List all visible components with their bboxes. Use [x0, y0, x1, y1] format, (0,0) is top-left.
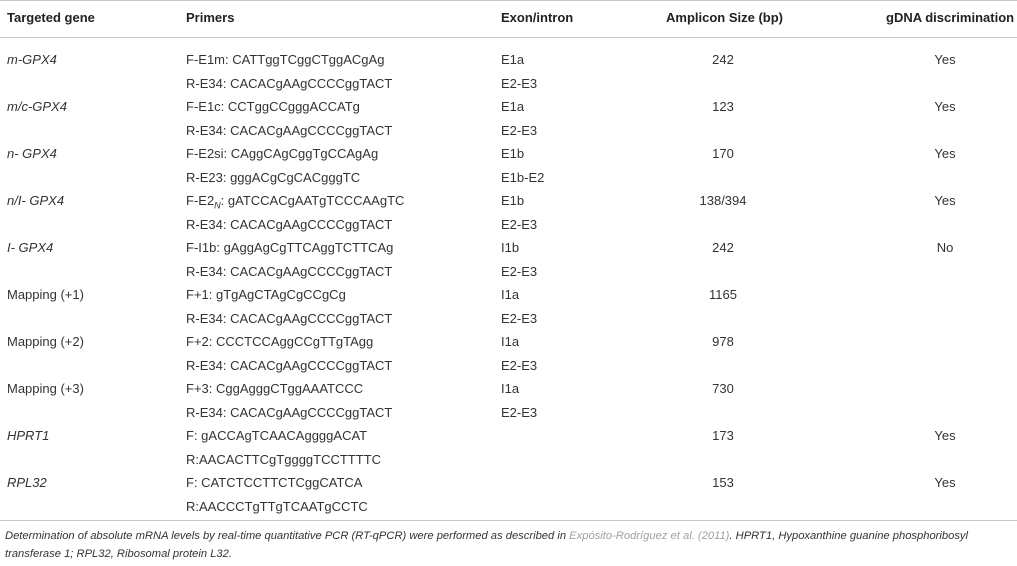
gdna-discrimination-cell: Yes — [934, 52, 956, 67]
table-row — [0, 283, 1017, 330]
table-row — [0, 424, 1017, 471]
exon-forward-cell: E1b — [501, 193, 525, 208]
forward-primer-cell: F-E1c: CCTggCCgggACCATg — [186, 99, 360, 114]
header-gdna-discrimination: gDNA discrimination — [886, 10, 1015, 25]
reverse-primer-cell: R:AACACTTCgTggggTCCTTTTC — [186, 452, 382, 467]
forward-primer-cell: F-I1b: gAggAgCgTTCAggTCTTCAg — [186, 240, 394, 255]
exon-reverse-cell: E2-E3 — [501, 264, 538, 279]
exon-forward-cell: E1a — [501, 99, 525, 114]
table-header — [0, 0, 1017, 38]
forward-primer-cell: F: CATCTCCTTCTCggCATCA — [186, 475, 363, 490]
exon-forward-cell: I1a — [501, 334, 520, 349]
forward-primer-cell — [186, 189, 404, 212]
targeted-gene-cell: m-GPX4 — [7, 52, 57, 67]
exon-forward-cell: E1b — [501, 146, 525, 161]
gdna-discrimination-cell — [890, 377, 1000, 400]
footnote-text-end: . HPRT1, Hypoxanthine guanine phosphoribosyl transferase 1; RPL32, Ribosomal protein L32. — [5, 530, 969, 560]
reverse-primer-cell: R-E34: CACACgAAgCCCCggTACT — [186, 76, 393, 91]
gdna-discrimination-cell: No — [936, 240, 954, 255]
footnote-text: Determination of absolute mRNA levels by real-time quantitative PCR (RT-qPCR) were performed as described in — [5, 530, 570, 542]
table-row — [0, 330, 1017, 377]
reverse-primer-cell: R-E34: CACACgAAgCCCCggTACT — [186, 264, 393, 279]
forward-primer-cell: F-E1m: CATTggTCggCTggACgAg — [186, 52, 385, 67]
gdna-discrimination-cell — [890, 330, 1000, 353]
targeted-gene-cell: Mapping (+1) — [7, 287, 84, 302]
table-row — [0, 95, 1017, 142]
amplicon-size-cell: 123 — [712, 99, 734, 114]
forward-primer-sequence: : gATCCACgAATgTCCCAAgTC — [220, 193, 405, 208]
header-exon-intron: Exon/intron — [501, 10, 574, 25]
footer-divider — [0, 520, 1017, 521]
table-footnote — [5, 527, 1012, 563]
table-row — [0, 48, 1017, 95]
targeted-gene-cell: Mapping (+2) — [7, 334, 84, 349]
exon-forward-cell: E1a — [501, 52, 525, 67]
reverse-primer-cell: R-E34: CACACgAAgCCCCggTACT — [186, 358, 393, 373]
gdna-discrimination-cell: Yes — [934, 146, 956, 161]
forward-primer-cell: F+1: gTgAgCTAgCgCCgCg — [186, 287, 346, 302]
amplicon-size-cell: 978 — [712, 334, 734, 349]
amplicon-size-cell: 138/394 — [699, 193, 747, 208]
header-targeted-gene: Targeted gene — [7, 10, 95, 25]
targeted-gene-cell: Mapping (+3) — [7, 381, 84, 396]
table-row — [0, 377, 1017, 424]
exon-reverse-cell: E2-E3 — [501, 217, 538, 232]
exon-reverse-cell: E2-E3 — [501, 311, 538, 326]
reverse-primer-cell: R-E34: CACACgAAgCCCCggTACT — [186, 405, 393, 420]
reverse-primer-cell: R-E34: CACACgAAgCCCCggTACT — [186, 217, 393, 232]
targeted-gene-cell: HPRT1 — [7, 428, 50, 443]
header-amplicon-size: Amplicon Size (bp) — [666, 10, 783, 25]
gdna-discrimination-cell: Yes — [934, 428, 956, 443]
forward-primer-cell: F+3: CggAgggCTggAAATCCC — [186, 381, 364, 396]
footnote-reference-link[interactable]: Expósito-Rodríguez et al. (2011) — [569, 530, 730, 542]
amplicon-size-cell: 1165 — [709, 287, 737, 302]
reverse-primer-cell: R-E23: gggACgCgCACgggTC — [186, 170, 361, 185]
forward-primer-cell: F-E2si: CAggCAgCggTgCCAgAg — [186, 146, 379, 161]
targeted-gene-cell: RPL32 — [7, 475, 47, 490]
exon-reverse-cell: E2-E3 — [501, 358, 538, 373]
targeted-gene-cell: I- GPX4 — [7, 240, 54, 255]
amplicon-size-cell: 242 — [712, 52, 734, 67]
exon-forward-cell: I1a — [501, 287, 520, 302]
forward-primer-prefix: F-E2 — [186, 193, 215, 208]
exon-reverse-cell: E2-E3 — [501, 405, 538, 420]
gdna-discrimination-cell: Yes — [934, 193, 956, 208]
gdna-discrimination-cell: Yes — [934, 99, 956, 114]
exon-reverse-cell: E2-E3 — [501, 123, 538, 138]
amplicon-size-cell: 153 — [712, 475, 734, 490]
exon-forward-cell: I1b — [501, 240, 520, 255]
targeted-gene-cell: m/c-GPX4 — [7, 99, 67, 114]
reverse-primer-cell: R-E34: CACACgAAgCCCCggTACT — [186, 123, 393, 138]
reverse-primer-cell: R-E34: CACACgAAgCCCCggTACT — [186, 311, 393, 326]
exon-forward-cell: I1a — [501, 381, 520, 396]
table-row — [0, 236, 1017, 283]
gdna-discrimination-cell: Yes — [934, 475, 956, 490]
exon-reverse-cell: E2-E3 — [501, 76, 538, 91]
targeted-gene-cell: n- GPX4 — [7, 146, 57, 161]
amplicon-size-cell: 730 — [712, 381, 734, 396]
forward-primer-subscript: N — [214, 200, 221, 211]
table-row — [0, 471, 1017, 518]
forward-primer-cell: F: gACCAgTCAACAggggACAT — [186, 428, 368, 443]
amplicon-size-cell: 170 — [712, 146, 734, 161]
amplicon-size-cell: 173 — [712, 428, 734, 443]
header-primers: Primers — [186, 10, 235, 25]
amplicon-size-cell: 242 — [712, 240, 734, 255]
table-row — [0, 142, 1017, 189]
exon-reverse-cell: E1b-E2 — [501, 170, 545, 185]
gdna-discrimination-cell — [890, 283, 1000, 306]
table-row — [0, 189, 1017, 236]
reverse-primer-cell: R:AACCCTgTTgTCAATgCCTC — [186, 499, 368, 514]
forward-primer-cell: F+2: CCCTCCAggCCgTTgTAgg — [186, 334, 374, 349]
targeted-gene-cell: n/I- GPX4 — [7, 193, 65, 208]
